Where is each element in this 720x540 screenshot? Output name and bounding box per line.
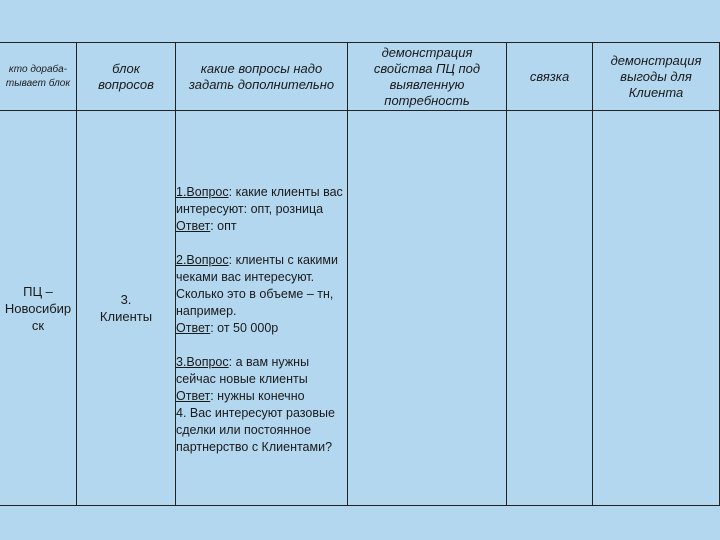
answer-1: Ответ: опт [176, 219, 237, 233]
header-who-reworks: кто дораба- тывает блок [5, 63, 71, 89]
header-benefit-demo: демонстрация выгоды для Клиента [610, 52, 702, 100]
header-question-block: блок вопросов [98, 60, 154, 92]
row-question-block: 3. Клиенты [99, 292, 153, 324]
row-who-reworks: ПЦ – Новосибир ск [4, 283, 72, 333]
row-link [507, 111, 592, 505]
header-property-demo: демонстрация свойства ПЦ под выявленную потребность [373, 44, 481, 108]
header-extra-questions: какие вопросы надо задать дополнительно [188, 60, 335, 92]
header-link: связка [529, 68, 570, 84]
questions-list [176, 184, 348, 456]
question-1: 1.Вопрос: какие клиенты вас интересуют: опт, розница [176, 185, 343, 216]
question-2: 2.Вопрос: клиенты с какими чеками вас интересуют. Сколько это в объеме – тн, например. [176, 253, 338, 318]
row-benefit-demo [593, 111, 719, 505]
answer-3: Ответ: нужны конечно [176, 389, 305, 403]
row-property-demo [348, 111, 506, 505]
answer-2: Ответ: от 50 000р [176, 321, 279, 335]
question-4: 4. Вас интересуют разовые сделки или постоянное партнерство с Клиентами? [176, 406, 335, 454]
table-bottom-border [0, 505, 720, 506]
question-3: 3.Вопрос: а вам нужны сейчас новые клиенты [176, 355, 310, 386]
